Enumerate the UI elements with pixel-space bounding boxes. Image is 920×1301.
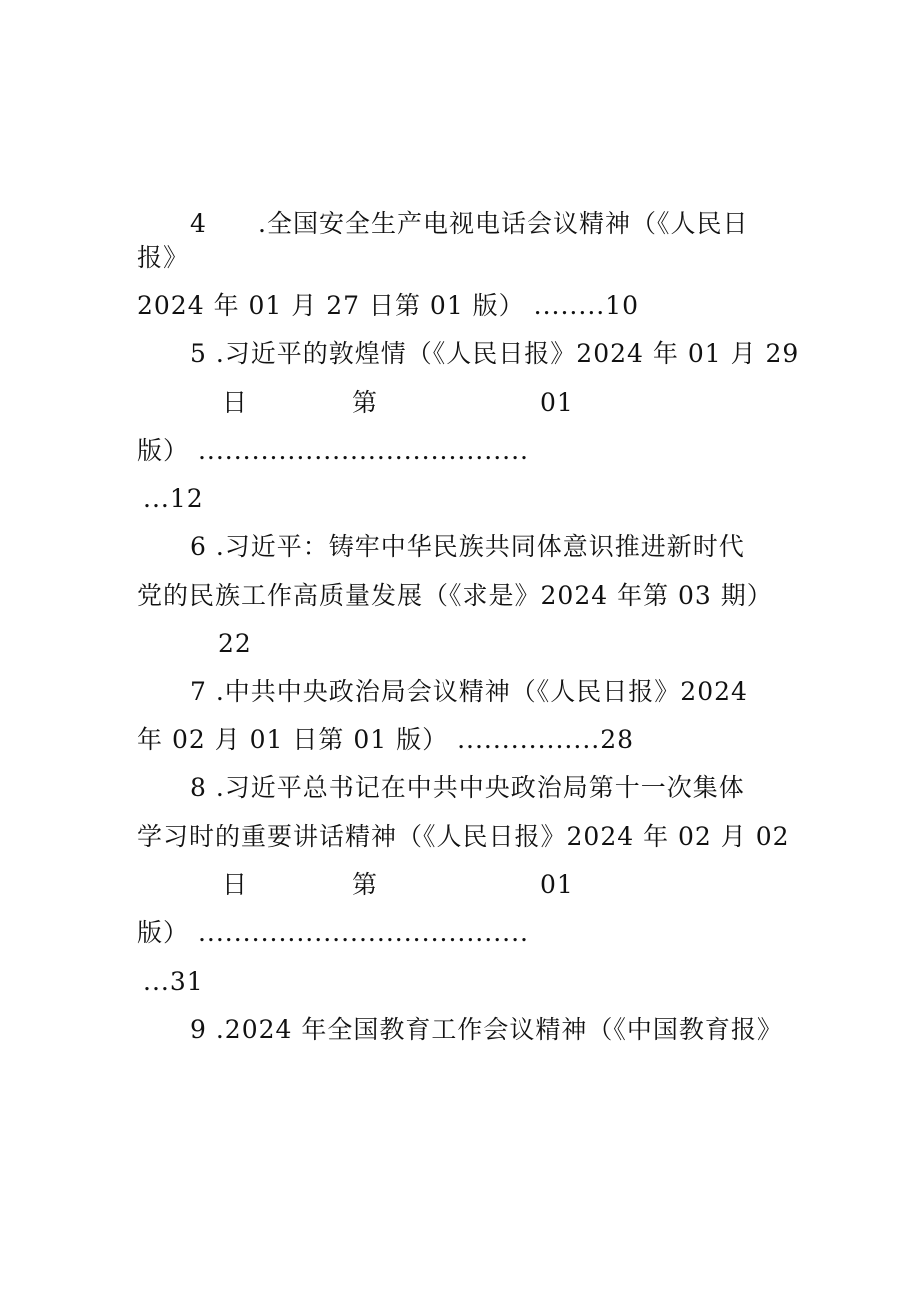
toc-item-4-number: 4: [190, 209, 207, 238]
toc-item-8-edition: 01: [540, 870, 574, 899]
toc-item-5-date-ri: 日: [222, 388, 249, 417]
toc-item-7-title: 7 .中共中央政治局会议精神（《人民日报》2024: [190, 677, 748, 706]
toc-item-7-date-page: 年 02 月 01 日第 01 版） ................28: [137, 725, 635, 754]
toc-item-4-title-cont: 报》: [137, 243, 190, 272]
toc-item-4-title: .全国安全生产电视电话会议精神（《人民日: [258, 209, 749, 238]
toc-item-5-edition: 01: [540, 388, 574, 417]
toc-item-6-title: 6 .习近平：铸牢中华民族共同体意识推进新时代: [190, 532, 745, 561]
toc-item-8-title-cont: 学习时的重要讲话精神（《人民日报》2024 年 02 月 02: [137, 822, 790, 851]
toc-item-6-page: 22: [218, 629, 252, 658]
toc-item-8-title: 8 .习近平总书记在中共中央政治局第十一次集体: [190, 773, 745, 802]
toc-item-5-leader: 版） .....................................: [137, 436, 529, 465]
toc-item-8-leader: 版） .....................................: [137, 918, 529, 947]
toc-item-5-date-di: 第: [352, 388, 379, 417]
toc-item-8-date-di: 第: [352, 870, 379, 899]
toc-item-9-title: 9 .2024 年全国教育工作会议精神（《中国教育报》: [190, 1015, 783, 1044]
toc-item-5-title: 5 .习近平的敦煌情（《人民日报》2024 年 01 月 29: [190, 339, 800, 368]
toc-item-8-page: ...31: [143, 967, 204, 996]
toc-item-6-title-cont: 党的民族工作高质量发展（《求是》2024 年第 03 期）: [137, 581, 773, 610]
toc-item-4-date-page: 2024 年 01 月 27 日第 01 版） ........10: [137, 291, 640, 320]
toc-item-5-page: ...12: [143, 484, 204, 513]
toc-item-8-date-ri: 日: [222, 870, 249, 899]
